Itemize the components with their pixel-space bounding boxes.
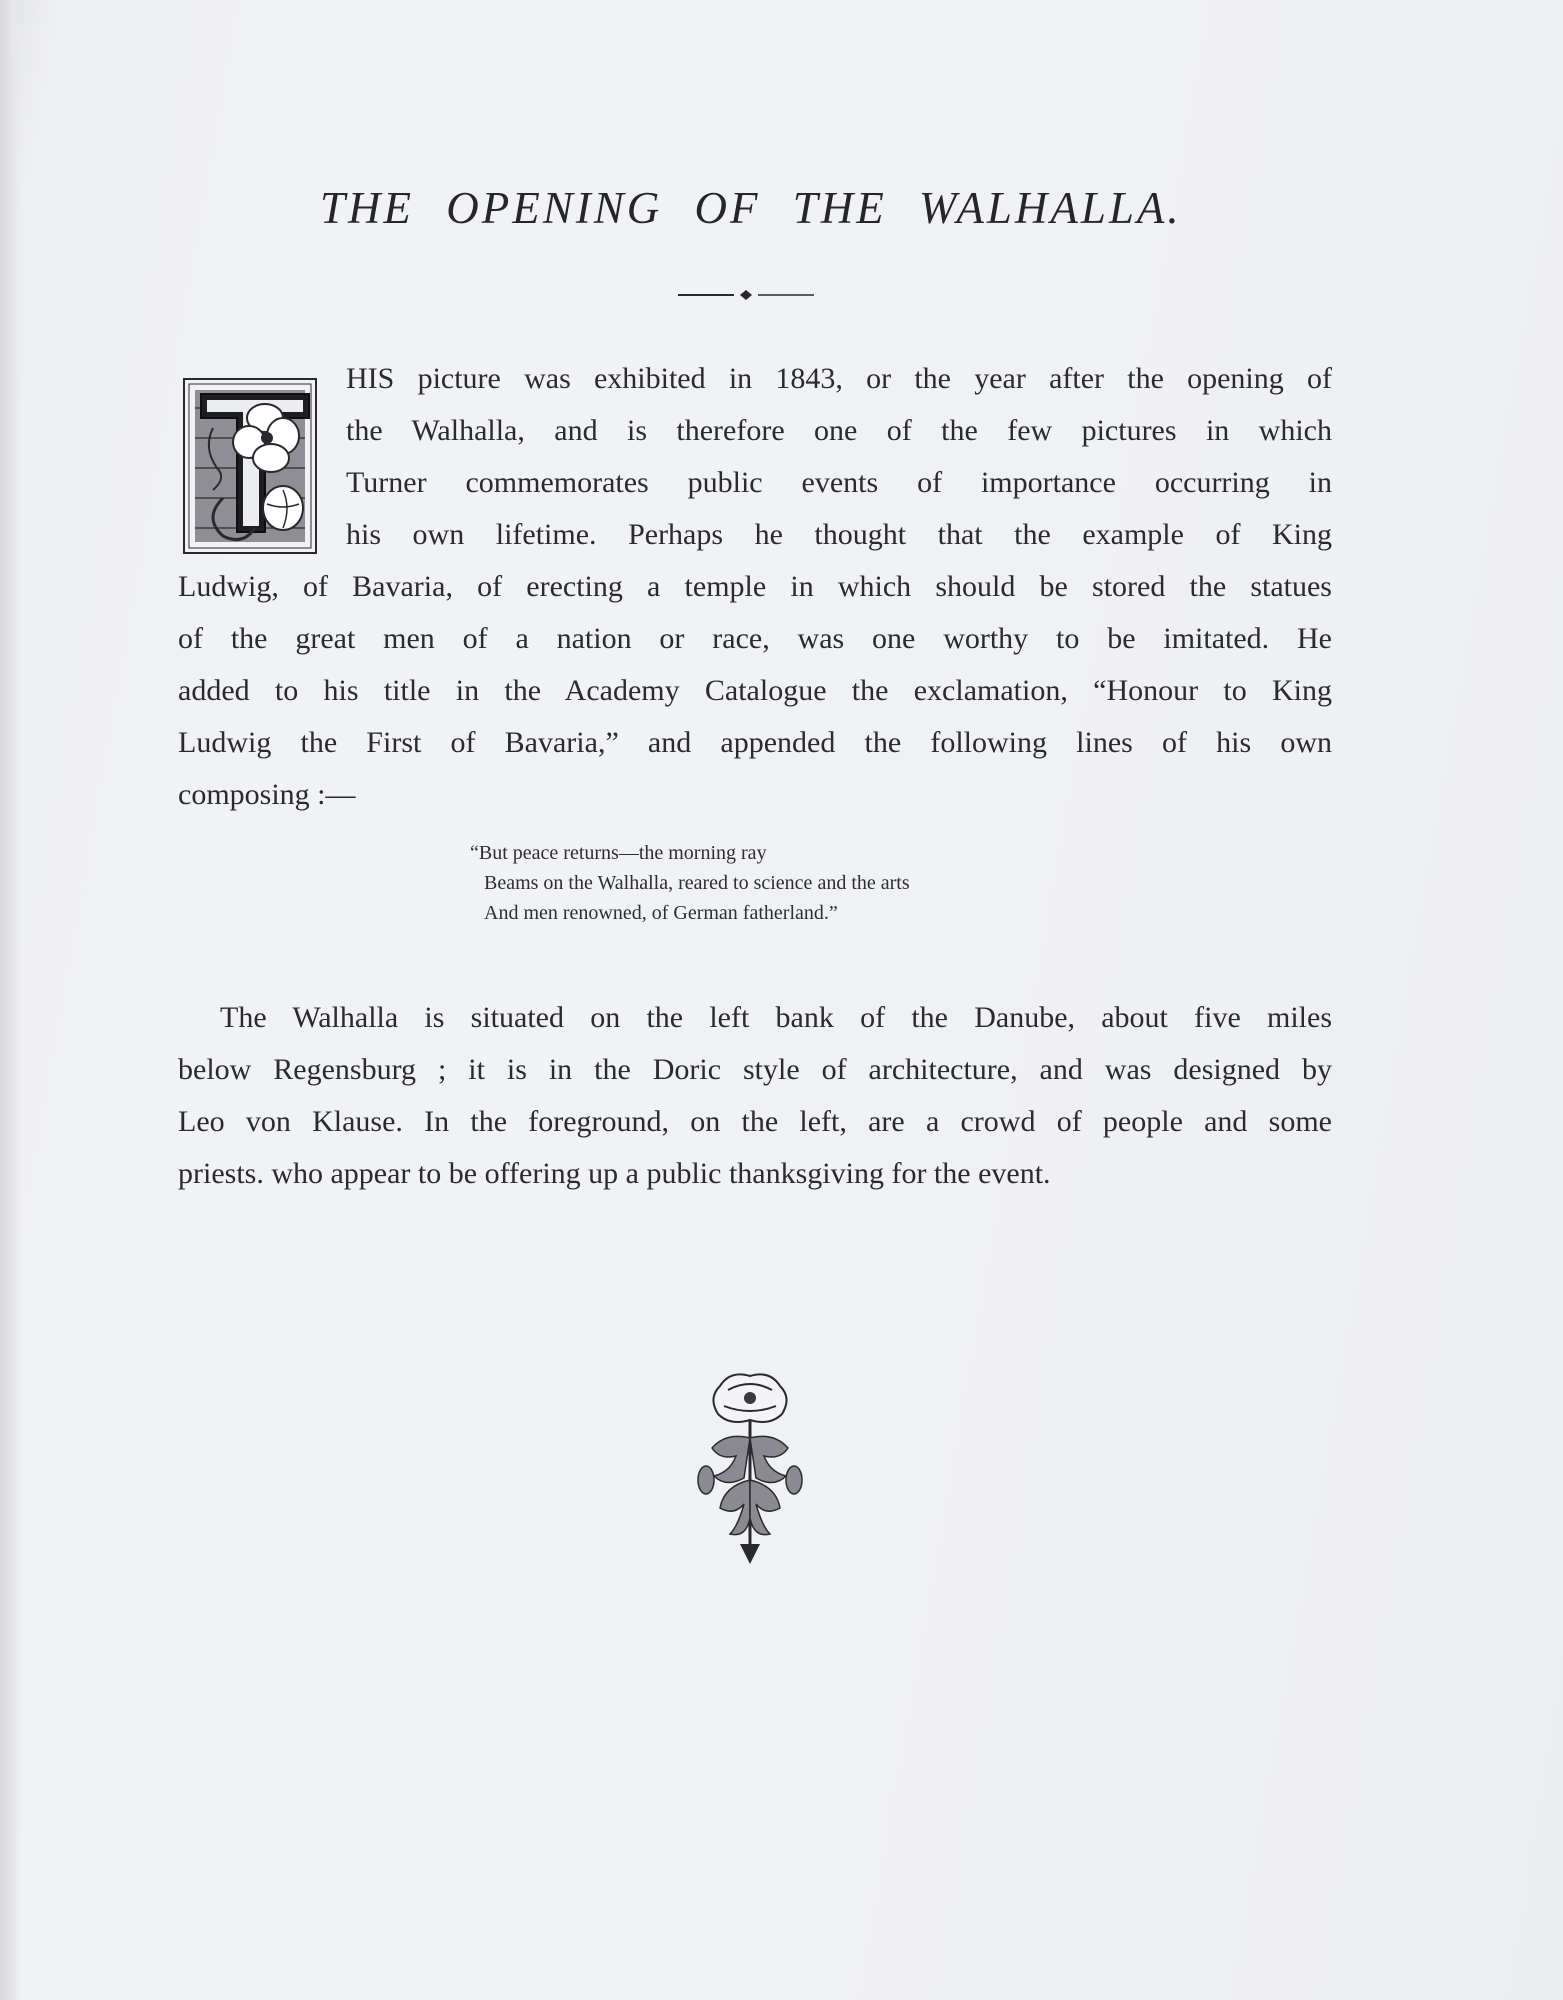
text-line: below Regensburg ; it is in the Doric style of architecture, and was designed by [178, 1053, 1332, 1086]
spine-shadow [0, 0, 22, 2000]
text-line: Leo von Klause. In the foreground, on the left, are a crowd of people and some [178, 1105, 1332, 1138]
text-line: composing :— [178, 778, 356, 811]
text-line: HIS picture was exhibited in 1843, or the year after the opening of [346, 362, 1332, 395]
text-line: priests. who appear to be offering up a public thanksgiving for the event. [178, 1157, 1051, 1190]
poppy-tailpiece-icon [690, 1368, 810, 1568]
verse-line: Beams on the Walhalla, reared to science and the arts [484, 872, 910, 894]
text-line: his own lifetime. Perhaps he thought that the example of King [346, 518, 1332, 551]
text-line: Turner commemorates public events of importance occurring in [346, 466, 1332, 499]
page-title: THE OPENING OF THE WALHALLA. [320, 183, 1182, 233]
verse-line: And men renowned, of German fatherland.” [484, 902, 838, 924]
verse-line: “But peace returns—the morning ray [470, 842, 767, 864]
text-line: of the great men of a nation or race, was one worthy to be imitated. He [178, 622, 1332, 655]
verse-quotation [470, 838, 910, 928]
text-line: The Walhalla is situated on the left bank of the Danube, about five miles [220, 1001, 1332, 1034]
text-line: the Walhalla, and is therefore one of the few pictures in which [346, 414, 1332, 447]
paragraph-2 [178, 992, 1332, 1200]
text-line: added to his title in the Academy Catalogue the exclamation, “Honour to King [178, 674, 1332, 707]
text-line: Ludwig, of Bavaria, of erecting a temple in which should be stored the statues [178, 570, 1332, 603]
paragraph-1 [178, 353, 1332, 821]
diamond-rule-icon [678, 286, 814, 304]
text-line: Ludwig the First of Bavaria,” and appended the following lines of his own [178, 726, 1332, 759]
